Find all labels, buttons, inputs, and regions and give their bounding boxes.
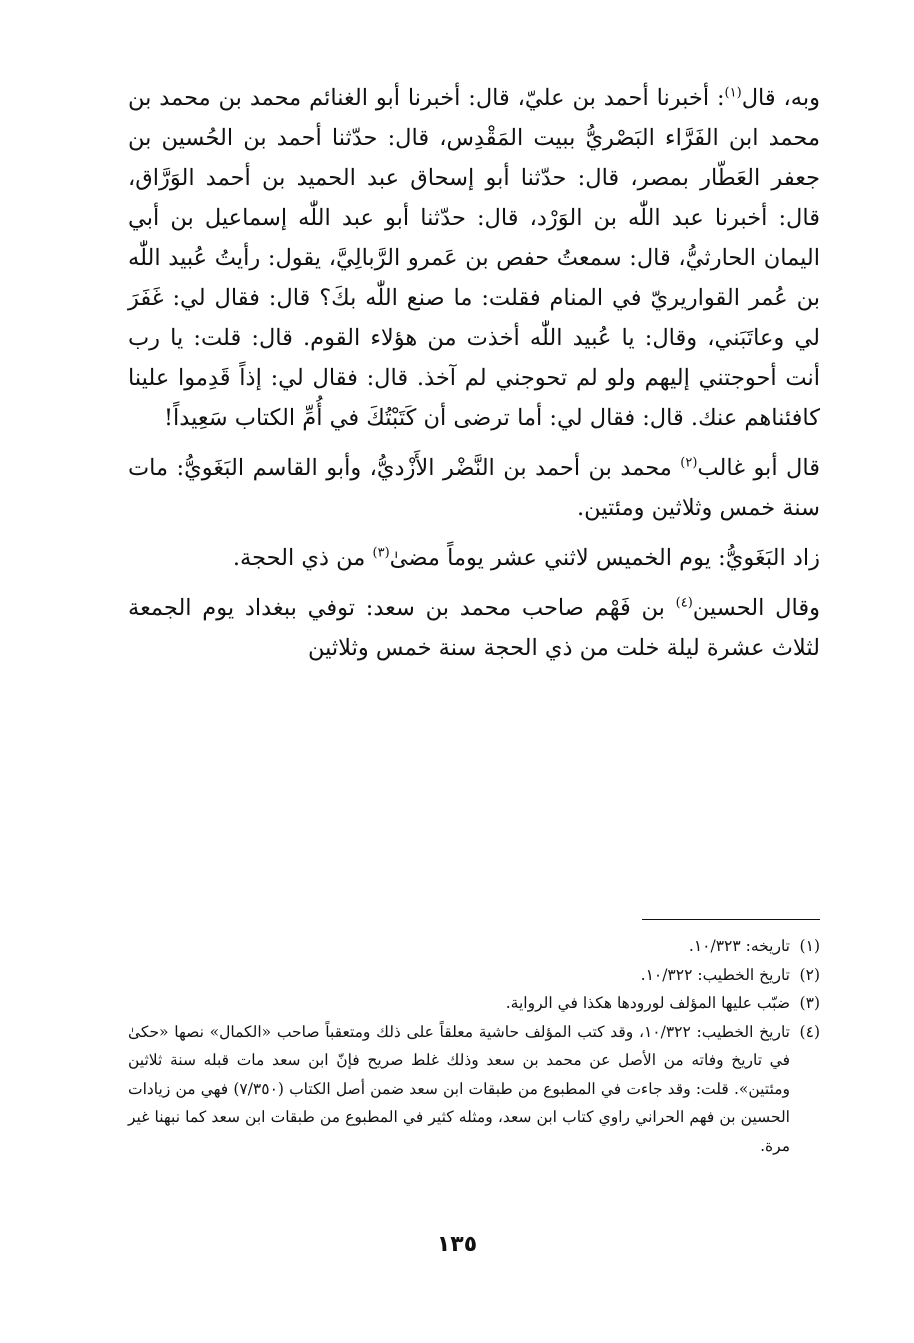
- paragraph-text: زاد البَغَويُّ: يوم الخميس لاثني عشر يوماً مضىٰ: [389, 545, 820, 571]
- footnote-reference: (١): [724, 85, 742, 101]
- footnote-reference: (٣): [372, 545, 390, 561]
- body-paragraph: [128, 448, 820, 528]
- footnote-item: [128, 1018, 820, 1161]
- footnotes-section: [128, 932, 820, 1160]
- body-paragraph: [128, 588, 820, 668]
- footnote-item: [128, 932, 820, 961]
- body-paragraph: [128, 78, 820, 438]
- body-paragraph: [128, 538, 820, 578]
- footnote-item: [128, 989, 820, 1018]
- footnote-number: (٣): [799, 994, 820, 1012]
- footnote-number: (٤): [799, 1022, 820, 1041]
- page-number: ١٣٥: [436, 1232, 478, 1257]
- paragraph-text: وقال الحسين: [692, 595, 820, 621]
- footnote-text: تاريخ الخطيب: ١٠/٣٢٢، وقد كتب المؤلف حاشية معلقاً على ذلك ومتعقباً صاحب «الكمال» نصها «حكىٰ في تاريخ وفاته من الأصل عن محمد بن سعد وذلك غلط صريح فإنّ ابن سعد مات قبله سنة ثلاثين ومئتين». قلت: وقد جاءت في المطبوع من طبقات ابن سعد ضمن أصل الكتاب (٧/٣٥٠) فهي من زيادات الحسين بن فهم الحراني راوي كتاب ابن سعد، ومثله كثير في المطبوع من طبقات ابن سعد كما نبهنا غير مرة.: [128, 1022, 790, 1155]
- footnote-text: تاريخه: ١٠/٣٢٣.: [688, 937, 790, 955]
- footnote-text: تاريخ الخطيب: ١٠/٣٢٢.: [640, 965, 790, 984]
- book-page: [128, 78, 820, 1318]
- paragraph-text: وبه، قال: [741, 85, 820, 111]
- paragraph-text: قال أبو غالب: [697, 455, 820, 481]
- paragraph-text: بن فَهْم صاحب محمد بن سعد: توفي ببغداد يوم الجمعة لثلاث عشرة ليلة خلت من ذي الحجة سنة خمس وثلاثين: [128, 595, 820, 661]
- footnote-number: (٢): [799, 965, 820, 984]
- footnote-number: (١): [799, 937, 820, 955]
- footnote-divider: [642, 919, 820, 920]
- footnote-text: ضبّب عليها المؤلف لورودها هكذا في الرواية.: [505, 994, 790, 1012]
- footnote-reference: (٢): [680, 455, 698, 471]
- paragraph-text: من ذي الحجة.: [232, 545, 373, 571]
- paragraph-text: محمد بن أحمد بن النَّضْر الأَزْديُّ، وأبو القاسم البَغَويُّ: مات سنة خمس وثلاثين ومئتين.: [128, 455, 820, 521]
- footnote-reference: (٤): [675, 595, 693, 611]
- paragraph-text: : أخبرنا أحمد بن عليّ، قال: أخبرنا أبو الغنائم محمد بن محمد بن محمد ابن الفَرَّاء البَصْريُّ ببيت المَقْدِس، قال: حدّثنا أحمد بن الحُسين بن جعفر العَطّار بمصر، قال: حدّثنا أبو إسحاق عبد الحميد بن أحمد الوَرَّاق، قال: أخبرنا عبد اللّٰه بن الوَرْد، قال: حدّثنا أبو عبد اللّٰه إسماعيل بن أبي اليمان الحارثيُّ، قال: سمعتُ حفص بن عَمرو الرَّبالِيَّ، يقول: رأيتُ عُبيد اللّٰه بن عُمر القواريريّ في المنام فقلت: ما صنع اللّٰه بكَ؟ قال: فقال لي: غَفَرَ لي وعاتَبَني، وقال: يا عُبيد اللّٰه أخذت من هؤلاء القوم. قال: قلت: يا رب أنت أحوجتني إليهم ولو لم تحوجني لم آخذ. قال: فقال لي: إذاً قَدِموا علينا كافئناهم عنك. قال: فقال لي: أما ترضى أن كَتَبْتُكَ في أُمِّ الكتاب سَعِيداً!: [128, 85, 820, 431]
- footnote-item: [128, 961, 820, 990]
